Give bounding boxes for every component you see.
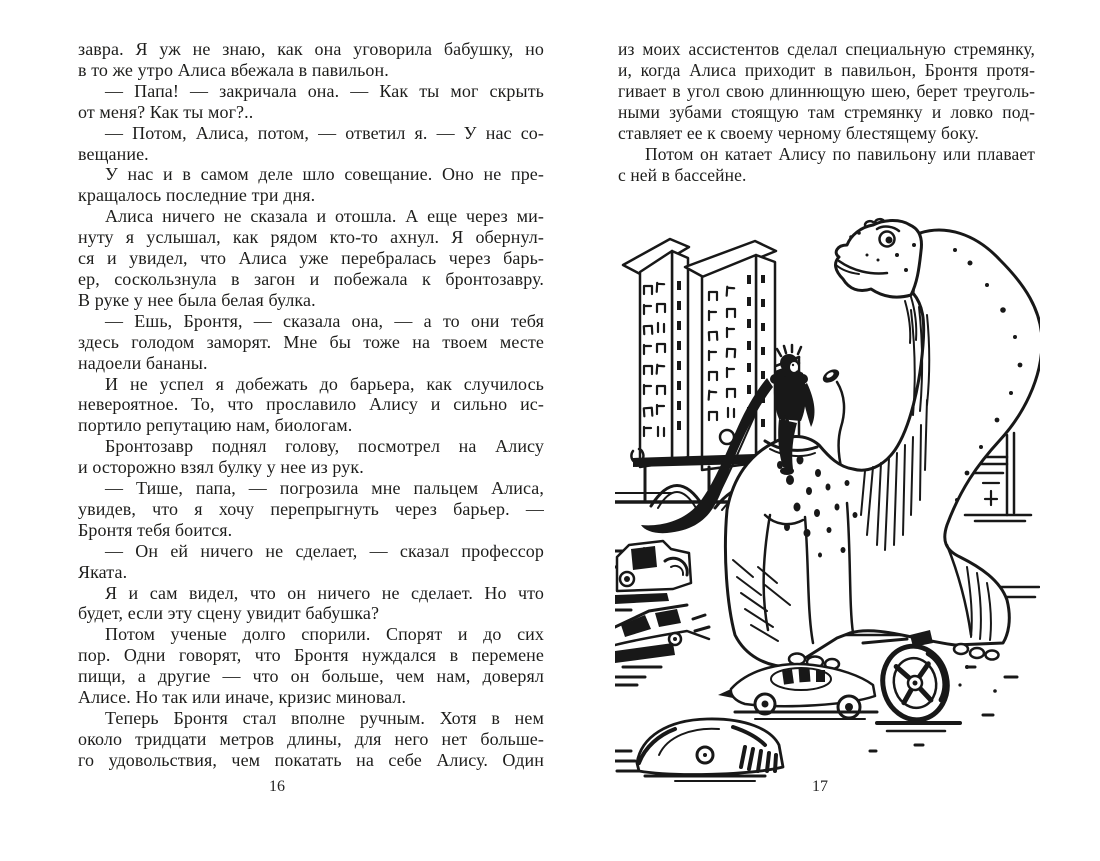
page-number-left: 16 [269, 778, 285, 795]
text-line: Потом ученые долго спорили. Спорят и до сих [105, 624, 544, 645]
text-line: Бронтя тебя боится. [78, 519, 233, 540]
text-line: невероятное. То, что прославило Алису и сильно ис- [78, 394, 544, 415]
text-line: — Он ей ничего не сделает, — сказал профессор [105, 540, 544, 561]
text-line: — Потом, Алиса, потом, — ответил я. — У нас со- [105, 122, 544, 143]
text-line: кращалось последние три дня. [78, 185, 316, 206]
text-line: с ней в бассейне. [618, 165, 747, 185]
text-line: ер, соскользнула в загон и побежала к бронтозавру. [78, 268, 544, 289]
right-page-text [618, 39, 1035, 186]
text-line: в то же утро Алиса вбежала в павильон. [78, 59, 389, 80]
text-line: Потом он катает Алису по павильону или плавает [645, 144, 1035, 164]
text-line: Яката. [78, 561, 128, 582]
text-line: пищи, а другие — что он больше, чем нам, доверял [78, 666, 544, 687]
text-line: портило репутацию нам, биологам. [78, 415, 353, 436]
text-line: — Тише, папа, — погрозила мне пальцем Алиса, [105, 478, 544, 499]
car-rounded [615, 719, 783, 781]
page-number-right: 17 [812, 778, 828, 795]
text-line: будет, если эту сцену увидит бабушка? [78, 603, 380, 624]
car-crushed [718, 664, 877, 719]
bronto-head [836, 219, 922, 343]
text-line: завра. Я уж не знаю, как она уговорила бабушку, но [78, 39, 544, 59]
text-line: ными зубами стоящую там стремянку и ловко под- [618, 102, 1035, 122]
text-line: из моих ассистентов сделал специальную стремянку, [618, 39, 1035, 59]
text-line: около тридцати метров длины, для него нет больше- [78, 728, 544, 749]
bronto-rear-foot [954, 644, 999, 660]
tower-a [623, 239, 689, 467]
detached-wheel [876, 640, 954, 726]
text-line: ся и увидел, что Алиса уже перебралась через барь- [78, 248, 544, 269]
text-line: здесь голодом заморят. Мне бы тоже на твоем месте [78, 331, 544, 352]
text-line: от меня? Как ты мог?.. [78, 101, 254, 122]
text-line: го удовольствия, чем покатать на себе Алису. Один [78, 749, 544, 770]
text-line: увидев, что я хочу перепрыгнуть через барьер. — [78, 498, 544, 519]
car-truck [615, 541, 691, 610]
text-line: и, когда Алиса приходит в павильон, Бронтя протя- [618, 60, 1035, 80]
text-line: ставляет ее к своему черному блестящему боку. [618, 123, 979, 143]
text-line: гивает в угол свою длиннющую шею, берет треуголь- [618, 81, 1035, 101]
illustration-girl-on-brontosaurus [615, 215, 1040, 785]
text-line: В руке у нее была белая булка. [78, 289, 316, 310]
text-line: вещание. [78, 143, 149, 164]
tower-b [685, 241, 776, 470]
text-line: Алисе. Но так или иначе, кризис миновал. [78, 687, 407, 708]
text-line: и осторожно взял булку у нее из рук. [78, 457, 364, 478]
text-line: Алиса ничего не сказала и отошла. А еще через ми- [105, 206, 544, 227]
text-line: пор. Одни говорят, что Бронтя нуждался в перемене [78, 645, 544, 666]
text-line: Я и сам видел, что он ничего не сделает. Но что [105, 582, 544, 603]
text-line: Бронтозавр поднял голову, посмотрел на Алису [105, 436, 544, 457]
text-line: — Ешь, Бронтя, — сказала она, — а то они тебя [105, 310, 544, 331]
text-line: У нас и в самом деле шло совещание. Оно не пре- [105, 164, 544, 185]
text-line: — Папа! — закричала она. — Как ты мог скрыть [105, 80, 544, 101]
text-line: нуту я услышал, как рядом кто-то ахнул. Я обернул- [78, 227, 544, 248]
text-line: надоели бананы. [78, 352, 208, 373]
text-line: И не успел я добежать до барьера, как случилось [105, 373, 544, 394]
car-sedan [615, 605, 709, 685]
left-page-text [78, 39, 544, 771]
text-line: Теперь Бронтя стал вполне ручным. Хотя в нем [105, 708, 544, 728]
